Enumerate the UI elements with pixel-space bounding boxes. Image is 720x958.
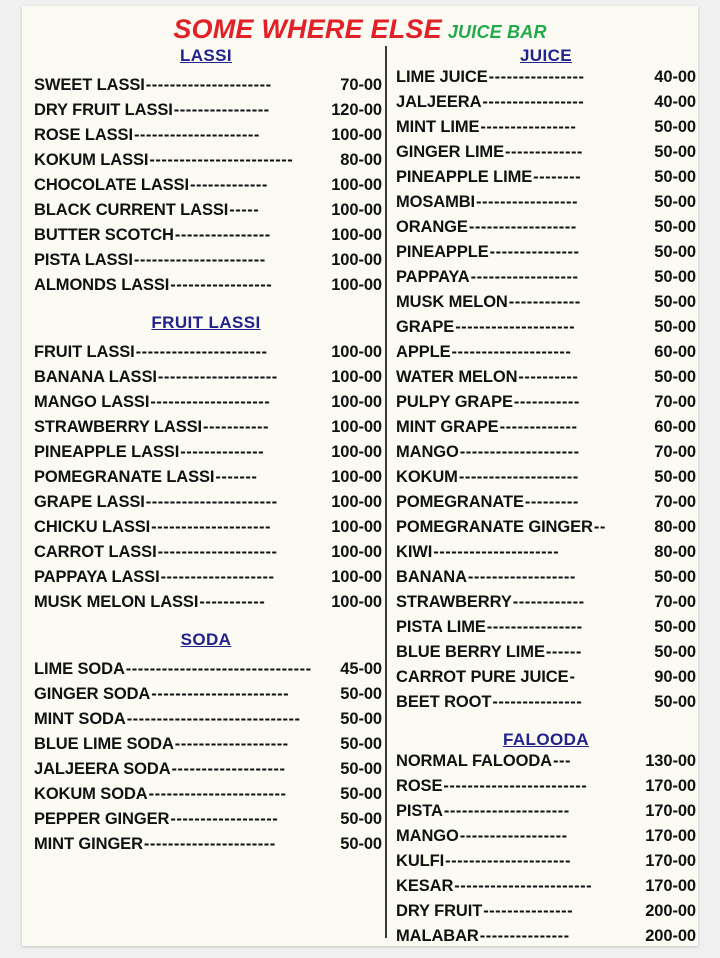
menu-item xyxy=(396,618,696,643)
menu-item-price: 50-00 xyxy=(654,193,696,211)
menu-item-leader-dashes: --------------- xyxy=(492,693,583,711)
menu-item xyxy=(30,251,382,276)
menu-item-name: PISTA LASSI xyxy=(34,251,133,269)
section-gap xyxy=(30,301,382,313)
menu-card xyxy=(22,6,698,946)
menu-item xyxy=(30,785,382,810)
menu-item-name: KULFI xyxy=(396,852,445,870)
menu-item-price: 80-00 xyxy=(340,151,382,169)
menu-item-name: KOKUM LASSI xyxy=(34,151,149,169)
menu-item-list xyxy=(30,76,382,301)
menu-item-name: KESAR xyxy=(396,877,454,895)
menu-item-leader-dashes: ---------------------- xyxy=(133,251,266,269)
menu-item-price: 50-00 xyxy=(340,760,382,778)
menu-item-price: 100-00 xyxy=(331,593,382,611)
section-title-falooda: FALOODA xyxy=(503,730,589,749)
menu-item xyxy=(30,835,382,860)
menu-item-name: GINGER LIME xyxy=(396,143,504,161)
menu-item-name: CHICKU LASSI xyxy=(34,518,151,536)
menu-item xyxy=(396,318,696,343)
menu-item xyxy=(396,268,696,293)
menu-item-name: FRUIT LASSI xyxy=(34,343,135,361)
menu-item-name: KIWI xyxy=(396,543,433,561)
menu-item-name: LIME JUICE xyxy=(396,68,488,86)
menu-item-leader-dashes: --------------------- xyxy=(445,852,571,870)
menu-item-name: ORANGE xyxy=(396,218,468,236)
menu-item-list xyxy=(396,752,696,946)
menu-item-price: 50-00 xyxy=(340,835,382,853)
menu-item-leader-dashes: ------------- xyxy=(499,418,578,436)
menu-item-name: MALABAR xyxy=(396,927,479,945)
menu-item-leader-dashes: ------------------ xyxy=(467,568,576,586)
menu-item xyxy=(30,201,382,226)
menu-item-name: MINT SODA xyxy=(34,710,126,728)
menu-item xyxy=(396,243,696,268)
menu-item xyxy=(396,902,696,927)
menu-item-name: ROSE xyxy=(396,777,443,795)
menu-item-name: STRAWBERRY LASSI xyxy=(34,418,203,436)
menu-item xyxy=(30,568,382,593)
menu-item-price: 170-00 xyxy=(645,852,696,870)
menu-item-leader-dashes: ------------------ xyxy=(459,827,568,845)
right-column xyxy=(396,46,696,946)
menu-item xyxy=(396,193,696,218)
menu-item xyxy=(396,293,696,318)
menu-item-leader-dashes: ------------------------------- xyxy=(125,660,312,678)
menu-item-name: PAPPAYA xyxy=(396,268,470,286)
menu-item-price: 80-00 xyxy=(654,543,696,561)
menu-item xyxy=(396,143,696,168)
menu-item-price: 50-00 xyxy=(340,810,382,828)
menu-item-price: 170-00 xyxy=(645,827,696,845)
menu-item-name: CHOCOLATE LASSI xyxy=(34,176,189,194)
menu-item xyxy=(30,368,382,393)
menu-item-price: 50-00 xyxy=(654,218,696,236)
menu-item-leader-dashes: ----------------- xyxy=(170,276,273,294)
menu-item-price: 170-00 xyxy=(645,802,696,820)
menu-item xyxy=(396,827,696,852)
menu-item-price: 50-00 xyxy=(654,618,696,636)
menu-item-name: ALMONDS LASSI xyxy=(34,276,170,294)
menu-item-name: APPLE xyxy=(396,343,451,361)
menu-item xyxy=(30,468,382,493)
menu-item-leader-dashes: ------------------- xyxy=(160,568,275,586)
menu-item-leader-dashes: --------------------- xyxy=(443,802,570,820)
menu-item-name: CARROT PURE JUICE xyxy=(396,668,569,686)
menu-item xyxy=(396,802,696,827)
menu-item-leader-dashes: - xyxy=(569,668,576,686)
menu-item-price: 100-00 xyxy=(331,443,382,461)
menu-item xyxy=(396,68,696,93)
menu-item-leader-dashes: ------------------ xyxy=(468,218,577,236)
menu-item-leader-dashes: ---------- xyxy=(518,368,579,386)
menu-item-price: 50-00 xyxy=(654,168,696,186)
menu-item-price: 50-00 xyxy=(654,293,696,311)
menu-item-leader-dashes: ------------- xyxy=(189,176,268,194)
menu-item-leader-dashes: ------------------- xyxy=(174,735,289,753)
menu-item-name: DRY FRUIT LASSI xyxy=(34,101,173,119)
menu-item-price: 50-00 xyxy=(654,268,696,286)
menu-item-leader-dashes: --- xyxy=(552,752,571,770)
menu-item xyxy=(396,443,696,468)
menu-item-price: 170-00 xyxy=(645,877,696,895)
menu-item xyxy=(396,643,696,668)
menu-item xyxy=(396,343,696,368)
menu-item xyxy=(30,151,382,176)
menu-item xyxy=(30,101,382,126)
menu-item xyxy=(396,777,696,802)
menu-item-price: 50-00 xyxy=(654,643,696,661)
menu-item-leader-dashes: ---------------- xyxy=(174,226,271,244)
menu-item-price: 70-00 xyxy=(654,393,696,411)
section-title-fruit-lassi: FRUIT LASSI xyxy=(151,313,261,332)
menu-item xyxy=(396,877,696,902)
menu-item-name: CARROT LASSI xyxy=(34,543,157,561)
menu-item-price: 100-00 xyxy=(331,276,382,294)
menu-item-leader-dashes: --------- xyxy=(524,493,579,511)
menu-item-name: PISTA LIME xyxy=(396,618,486,636)
menu-item xyxy=(396,668,696,693)
brand-name: SOME WHERE ELSE xyxy=(173,14,442,44)
menu-item-price: 100-00 xyxy=(331,251,382,269)
menu-item-name: PISTA xyxy=(396,802,443,820)
menu-item-price: 50-00 xyxy=(654,243,696,261)
menu-item xyxy=(30,176,382,201)
menu-item-leader-dashes: -------------------- xyxy=(455,318,576,336)
section-title-lassi: LASSI xyxy=(179,46,233,65)
menu-item-price: 100-00 xyxy=(331,493,382,511)
menu-item-list xyxy=(396,68,696,718)
menu-item-price: 50-00 xyxy=(340,685,382,703)
menu-item-leader-dashes: ----------- xyxy=(513,393,580,411)
menu-item xyxy=(396,927,696,946)
menu-item xyxy=(396,518,696,543)
menu-item-leader-dashes: ------------------------ xyxy=(149,151,294,169)
menu-item xyxy=(30,660,382,685)
menu-item-name: BUTTER SCOTCH xyxy=(34,226,174,244)
menu-item-leader-dashes: ----------- xyxy=(199,593,266,611)
menu-item-leader-dashes: ----- xyxy=(229,201,260,219)
menu-item-leader-dashes: -------------------- xyxy=(150,393,271,411)
menu-item-price: 45-00 xyxy=(340,660,382,678)
menu-item-leader-dashes: --------------------- xyxy=(133,126,260,144)
menu-item-leader-dashes: ---------------------- xyxy=(145,493,278,511)
menu-item xyxy=(396,543,696,568)
menu-item-price: 100-00 xyxy=(331,393,382,411)
menu-item xyxy=(30,276,382,301)
menu-item-price: 90-00 xyxy=(654,668,696,686)
menu-item-name: POMEGRANATE LASSI xyxy=(34,468,215,486)
menu-item-leader-dashes: ---------------- xyxy=(173,101,270,119)
menu-item-leader-dashes: ---------------- xyxy=(488,68,585,86)
menu-item-price: 100-00 xyxy=(331,568,382,586)
menu-item-price: 70-00 xyxy=(654,493,696,511)
section-title-juice: JUICE xyxy=(519,46,573,65)
menu-item-name: KOKUM xyxy=(396,468,458,486)
menu-item-price: 50-00 xyxy=(654,318,696,336)
menu-item-price: 130-00 xyxy=(645,752,696,770)
menu-item-leader-dashes: -------------------- xyxy=(157,543,278,561)
menu-item xyxy=(30,685,382,710)
menu-item xyxy=(30,126,382,151)
menu-item-name: POMEGRANATE xyxy=(396,493,524,511)
menu-item-leader-dashes: ------------- xyxy=(505,143,583,161)
menu-item-name: GRAPE xyxy=(396,318,455,336)
menu-item-leader-dashes: ----------------- xyxy=(476,193,578,211)
menu-item-price: 40-00 xyxy=(654,93,696,111)
menu-item xyxy=(396,568,696,593)
menu-item xyxy=(396,368,696,393)
menu-item xyxy=(30,76,382,101)
menu-item-leader-dashes: ------------------- xyxy=(171,760,286,778)
menu-item-name: BLUE BERRY LIME xyxy=(396,643,545,661)
menu-item-name: BANANA LASSI xyxy=(34,368,157,386)
section-gap xyxy=(396,718,696,730)
menu-item xyxy=(396,393,696,418)
menu-item-leader-dashes: ----------- xyxy=(203,418,269,436)
menu-item-price: 100-00 xyxy=(331,176,382,194)
menu-item-name: STRAWBERRY xyxy=(396,593,512,611)
menu-item xyxy=(396,118,696,143)
menu-item-name: GRAPE LASSI xyxy=(34,493,145,511)
menu-item-leader-dashes: -------------------- xyxy=(458,468,579,486)
menu-item xyxy=(30,710,382,735)
menu-item-name: MOSAMBI xyxy=(396,193,476,211)
menu-item-leader-dashes: ------ xyxy=(545,643,582,661)
menu-item xyxy=(30,543,382,568)
menu-item-name: MANGO LASSI xyxy=(34,393,150,411)
menu-item-list xyxy=(30,343,382,618)
menu-item-leader-dashes: ----------------------------- xyxy=(126,710,301,728)
menu-item-name: BANANA xyxy=(396,568,467,586)
menu-item-price: 200-00 xyxy=(645,902,696,920)
menu-item-leader-dashes: -- xyxy=(593,518,606,536)
menu-item-name: PEPPER GINGER xyxy=(34,810,170,828)
menu-item-name: LIME SODA xyxy=(34,660,125,678)
menu-item-name: MINT GINGER xyxy=(34,835,143,853)
menu-item-leader-dashes: ----------------- xyxy=(482,93,585,111)
left-column xyxy=(30,46,382,860)
menu-item-leader-dashes: -------------------- xyxy=(151,518,272,536)
menu-item xyxy=(30,393,382,418)
menu-item-leader-dashes: --------------------- xyxy=(433,543,560,561)
menu-item-leader-dashes: ---------------- xyxy=(486,618,583,636)
menu-item-price: 70-00 xyxy=(340,76,382,94)
menu-item-name: BLUE LIME SODA xyxy=(34,735,174,753)
menu-item-leader-dashes: ----------------------- xyxy=(454,877,593,895)
menu-item-leader-dashes: --------------- xyxy=(489,243,580,261)
menu-item-price: 50-00 xyxy=(340,785,382,803)
menu-item-name: PINEAPPLE xyxy=(396,243,489,261)
menu-item xyxy=(30,418,382,443)
menu-item-price: 50-00 xyxy=(654,693,696,711)
menu-item-name: BLACK CURRENT LASSI xyxy=(34,201,229,219)
menu-item-leader-dashes: ---------------- xyxy=(480,118,577,136)
menu-item-name: JALJEERA SODA xyxy=(34,760,171,778)
menu-item-leader-dashes: --------------------- xyxy=(145,76,272,94)
menu-item xyxy=(30,760,382,785)
section-gap xyxy=(30,618,382,630)
menu-item-leader-dashes: ------------ xyxy=(508,293,581,311)
menu-item-leader-dashes: -------- xyxy=(533,168,582,186)
menu-item-leader-dashes: ----------------------- xyxy=(151,685,290,703)
menu-item xyxy=(30,810,382,835)
brand-subtitle: JUICE BAR xyxy=(447,22,547,42)
menu-item xyxy=(30,343,382,368)
menu-item-price: 170-00 xyxy=(645,777,696,795)
menu-item-name: WATER MELON xyxy=(396,368,518,386)
menu-item xyxy=(396,168,696,193)
menu-item xyxy=(396,218,696,243)
menu-item-leader-dashes: ------------------ xyxy=(170,810,279,828)
menu-item-price: 50-00 xyxy=(654,468,696,486)
menu-item xyxy=(396,593,696,618)
menu-item-price: 100-00 xyxy=(331,126,382,144)
menu-item-price: 50-00 xyxy=(340,710,382,728)
menu-item-name: PINEAPPLE LIME xyxy=(396,168,533,186)
menu-item-price: 50-00 xyxy=(340,735,382,753)
menu-item-leader-dashes: -------------------- xyxy=(451,343,572,361)
menu-item-price: 80-00 xyxy=(654,518,696,536)
menu-item-leader-dashes: ------------------------ xyxy=(443,777,588,795)
menu-item-name: NORMAL FALOODA xyxy=(396,752,552,770)
menu-item-price: 100-00 xyxy=(331,418,382,436)
menu-item-price: 50-00 xyxy=(654,368,696,386)
menu-item-name: MINT GRAPE xyxy=(396,418,499,436)
menu-item-price: 100-00 xyxy=(331,226,382,244)
menu-item-price: 100-00 xyxy=(331,343,382,361)
menu-item-price: 200-00 xyxy=(645,927,696,945)
menu-item-name: MINT LIME xyxy=(396,118,480,136)
menu-item-name: SWEET LASSI xyxy=(34,76,145,94)
menu-item-leader-dashes: -------------------- xyxy=(459,443,580,461)
menu-item xyxy=(396,468,696,493)
menu-item xyxy=(30,443,382,468)
menu-item xyxy=(396,493,696,518)
menu-item-leader-dashes: ---------------------- xyxy=(135,343,268,361)
menu-item-leader-dashes: -------------- xyxy=(180,443,265,461)
menu-item-leader-dashes: ------------ xyxy=(512,593,585,611)
menu-item-price: 50-00 xyxy=(654,118,696,136)
menu-item-price: 100-00 xyxy=(331,518,382,536)
menu-item-name: MUSK MELON xyxy=(396,293,508,311)
menu-item-price: 120-00 xyxy=(331,101,382,119)
menu-item-price: 70-00 xyxy=(654,443,696,461)
menu-item-name: PULPY GRAPE xyxy=(396,393,513,411)
menu-item-name: GINGER SODA xyxy=(34,685,151,703)
menu-item xyxy=(396,418,696,443)
menu-item-name: BEET ROOT xyxy=(396,693,492,711)
menu-item xyxy=(30,735,382,760)
menu-item-name: KOKUM SODA xyxy=(34,785,148,803)
brand-header xyxy=(22,14,698,45)
menu-item-name: DRY FRUIT xyxy=(396,902,483,920)
menu-item-name: MANGO xyxy=(396,827,459,845)
menu-item-leader-dashes: --------------- xyxy=(483,902,574,920)
menu-item xyxy=(396,852,696,877)
menu-item xyxy=(30,593,382,618)
menu-item-name: MUSK MELON LASSI xyxy=(34,593,199,611)
menu-item-price: 50-00 xyxy=(654,143,696,161)
menu-item xyxy=(396,693,696,718)
menu-item-list xyxy=(30,660,382,860)
menu-item-leader-dashes: ----------------------- xyxy=(148,785,287,803)
menu-item-leader-dashes: ------------------ xyxy=(470,268,579,286)
menu-item-name: POMEGRANATE GINGER xyxy=(396,518,593,536)
menu-item-price: 60-00 xyxy=(654,343,696,361)
menu-item xyxy=(396,752,696,777)
menu-item-name: MANGO xyxy=(396,443,459,461)
menu-item-price: 100-00 xyxy=(331,368,382,386)
menu-item-name: PAPPAYA LASSI xyxy=(34,568,160,586)
menu-item-name: ROSE LASSI xyxy=(34,126,133,144)
menu-item xyxy=(30,226,382,251)
menu-item-price: 40-00 xyxy=(654,68,696,86)
menu-item-name: PINEAPPLE LASSI xyxy=(34,443,180,461)
menu-item-price: 100-00 xyxy=(331,468,382,486)
menu-item-leader-dashes: ---------------------- xyxy=(143,835,276,853)
menu-item-name: JALJEERA xyxy=(396,93,482,111)
menu-item xyxy=(30,518,382,543)
menu-item-price: 100-00 xyxy=(331,201,382,219)
column-divider xyxy=(385,46,387,938)
menu-item-leader-dashes: ------- xyxy=(215,468,258,486)
section-title-soda: SODA xyxy=(180,630,232,649)
menu-item xyxy=(396,93,696,118)
menu-item-leader-dashes: --------------- xyxy=(479,927,570,945)
menu-item-price: 100-00 xyxy=(331,543,382,561)
menu-item-price: 70-00 xyxy=(654,593,696,611)
menu-item-price: 50-00 xyxy=(654,568,696,586)
menu-item xyxy=(30,493,382,518)
menu-item-price: 60-00 xyxy=(654,418,696,436)
menu-item-leader-dashes: -------------------- xyxy=(157,368,278,386)
